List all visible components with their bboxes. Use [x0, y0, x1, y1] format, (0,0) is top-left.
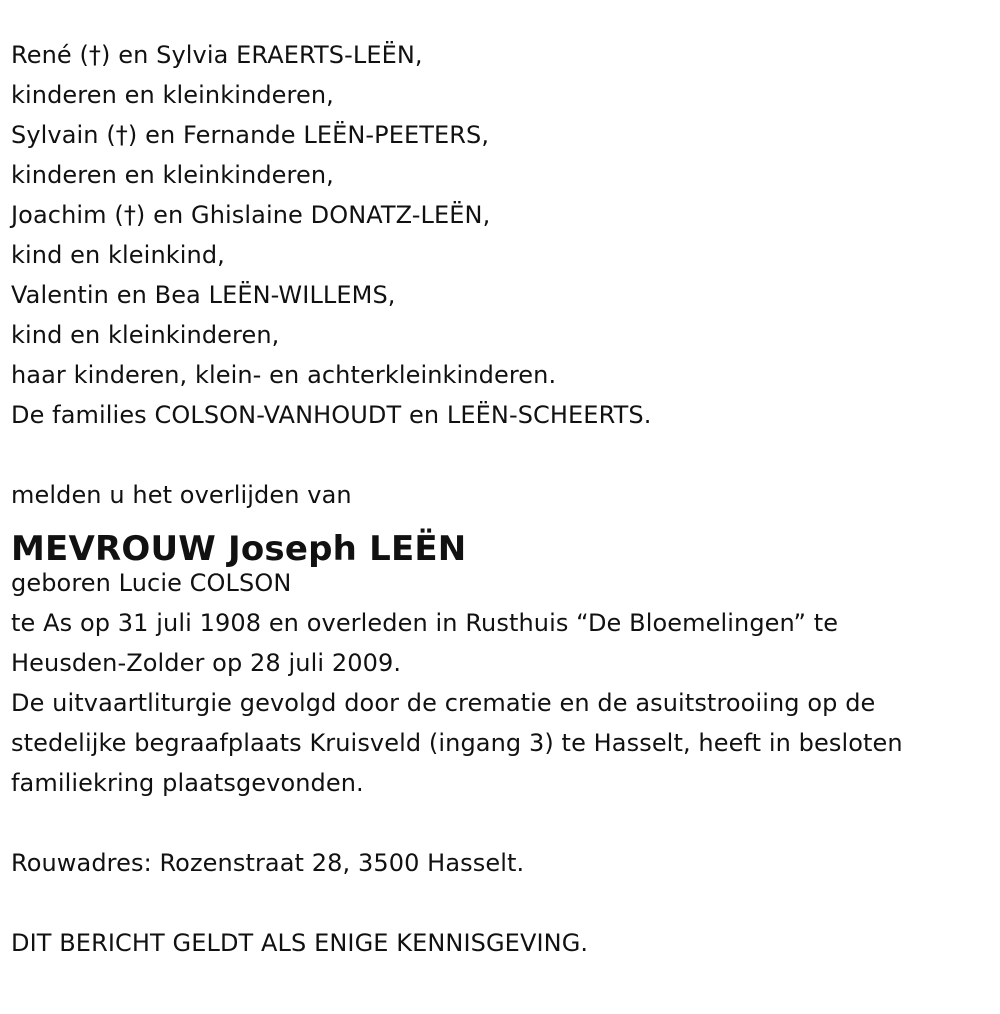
spacer: [11, 435, 996, 475]
family-line: kinderen en kleinkinderen,: [11, 81, 334, 109]
family-line: kind en kleinkinderen,: [11, 321, 280, 349]
ceremony-line: familiekring plaatsgevonden.: [11, 769, 364, 797]
ceremony-line: stedelijke begraafplaats Kruisveld (ingang 3) te Hasselt, heeft in besloten: [11, 729, 903, 757]
mourning-address: Rouwadres: Rozenstraat 28, 3500 Hasselt.: [11, 849, 525, 877]
family-line: kinderen en kleinkinderen,: [11, 161, 334, 189]
maiden-name: geboren Lucie COLSON: [11, 569, 292, 597]
family-line: René (†) en Sylvia ERAERTS-LEËN,: [11, 41, 423, 69]
family-line: kind en kleinkind,: [11, 241, 225, 269]
spacer: [11, 803, 996, 843]
deceased-details: [11, 563, 996, 803]
deceased-name: MEVROUW Joseph LEËN: [11, 529, 467, 569]
death-notice: [11, 35, 996, 963]
birth-death-line: te As op 31 juli 1908 en overleden in Rusthuis “De Bloemelingen” te: [11, 609, 839, 637]
spacer: [11, 883, 996, 923]
closing-statement: DIT BERICHT GELDT ALS ENIGE KENNISGEVING.: [11, 929, 589, 957]
family-list: [11, 35, 996, 435]
family-line: haar kinderen, klein- en achterkleinkinderen.: [11, 361, 557, 389]
family-line: Valentin en Bea LEËN-WILLEMS,: [11, 281, 396, 309]
ceremony-line: De uitvaartliturgie gevolgd door de crematie en de asuitstrooiing op de: [11, 689, 876, 717]
birth-death-line: Heusden-Zolder op 28 juli 2009.: [11, 649, 402, 677]
family-line: Sylvain (†) en Fernande LEËN-PEETERS,: [11, 121, 490, 149]
family-line: De families COLSON-VANHOUDT en LEËN-SCHEERTS.: [11, 401, 652, 429]
family-line: Joachim (†) en Ghislaine DONATZ-LEËN,: [11, 201, 491, 229]
announcement-text: melden u het overlijden van: [11, 481, 352, 509]
